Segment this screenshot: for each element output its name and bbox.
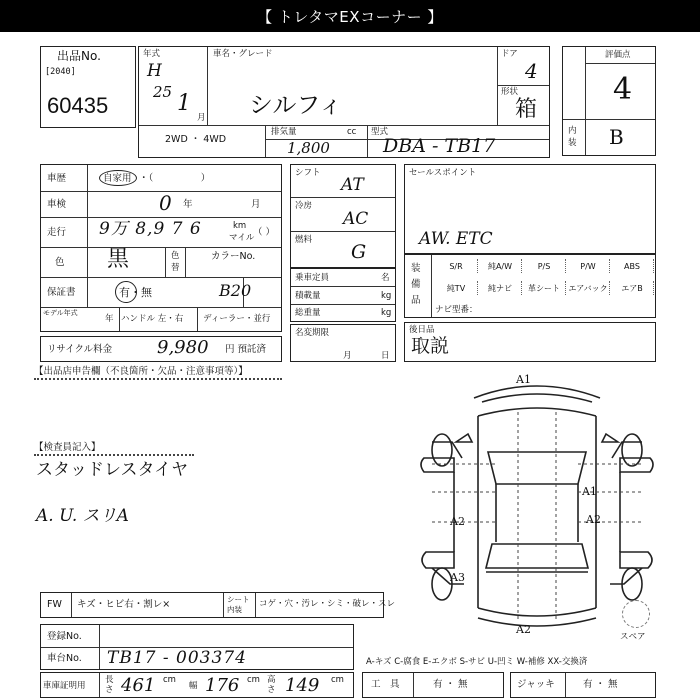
displacement-unit: cc (347, 127, 357, 137)
name-change-day: 日 (381, 351, 390, 361)
history-extra: ・（ ） (139, 173, 211, 184)
color-label: 色 (55, 257, 65, 268)
damage-mark-front: A1 (516, 373, 531, 386)
fw-box (40, 592, 396, 618)
inspector-line2: A. U. スリA (36, 506, 129, 526)
year-era: H (147, 61, 162, 81)
width-label: 幅 (189, 681, 198, 691)
interior-value: B (609, 125, 624, 149)
model-year-label: モデル年式 (43, 309, 78, 317)
year-month: 1 (177, 91, 191, 116)
width-value: 176 (205, 675, 240, 696)
name-change-month: 月 (343, 351, 352, 361)
length-value: 461 (121, 675, 156, 696)
lot-label: 出品No. (57, 49, 101, 63)
fw-items2: コゲ・穴・汚レ・シミ・破レ・スレ (259, 599, 396, 609)
color-no-label: カラーNo. (211, 251, 256, 262)
height-label: 高さ (267, 675, 276, 695)
inspection-year-unit: 年 (183, 199, 193, 210)
mileage-unit-km: km (233, 221, 247, 231)
lot-number: 60435 (47, 93, 109, 118)
displacement-value: 1,800 (287, 139, 330, 157)
equipment-box (404, 254, 656, 318)
fuel-label: 燃料 (295, 235, 313, 245)
equipment-row1-item: S/R (435, 259, 478, 273)
displacement-label: 排気量 (271, 127, 297, 137)
equipment-label: 装備品 (411, 263, 421, 306)
damage-mark-rear-left: A3 (450, 571, 465, 584)
certificate-box (40, 672, 354, 698)
history-label: 車歴 (47, 173, 67, 184)
shift-label: シフト (295, 168, 321, 178)
jack-value: 有 ・ 無 (583, 679, 618, 690)
header-title: 【 トレタマEXコーナー 】 (257, 7, 443, 26)
total-weight-unit: kg (381, 308, 392, 318)
load-unit: kg (381, 291, 392, 301)
equipment-row1-item: P/S (523, 259, 566, 273)
tools-label: 工 具 (371, 679, 400, 690)
later-items-box (404, 322, 656, 362)
score-label: 評価点 (605, 50, 631, 60)
chassis-value: TB17 - 003374 (107, 648, 247, 668)
load-label: 積載量 (295, 291, 321, 301)
car-name-value: シルフィ (249, 91, 343, 119)
damage-legend: A-キズ C-腐食 E-エクボ S-サビ U-凹ミ W-補修 XX-交換済 (366, 657, 588, 667)
warranty-value: 有・無 (119, 286, 152, 299)
equipment-row1-item: P/W (567, 259, 610, 273)
tools-value: 有 ・ 無 (433, 679, 468, 690)
recycle-value: 9,980 (157, 337, 209, 358)
vehicle-info-box (138, 46, 550, 158)
equipment-row2-item: 純TV (435, 281, 478, 295)
damage-mark-right2: A2 (586, 513, 601, 526)
capacity-box (290, 268, 396, 322)
jack-box (510, 672, 656, 698)
fw-seat: シート内装 (227, 595, 250, 614)
inspection-value: 0 (159, 191, 172, 215)
ac-label: 冷房 (295, 201, 313, 211)
dealer-options: ディーラー・並行 (203, 314, 271, 324)
door-value: 4 (525, 59, 538, 83)
color-sub1: 色 (171, 251, 180, 261)
sales-point-label: セールスポイント (409, 168, 477, 178)
inspector-label: 【検査員記入】 (34, 442, 101, 453)
later-value: 取説 (411, 335, 450, 357)
handle-options: ハンドル 左・右 (121, 314, 184, 324)
warranty-code: B20 (219, 281, 252, 300)
vehicle-details-box (40, 164, 282, 332)
equipment-row1-item: ABS (611, 259, 654, 273)
length-label: 長さ (105, 675, 114, 695)
height-unit: cm (331, 675, 344, 685)
equipment-row2-item: エアバック (567, 281, 610, 295)
damage-mark-right1: A1 (582, 485, 597, 498)
warranty-label: 保証書 (47, 287, 76, 298)
year-month-unit: 月 (197, 113, 206, 123)
inspector-line1: スタッドレスタイヤ (36, 460, 189, 480)
sales-point-box (404, 164, 656, 254)
total-weight-label: 総重量 (295, 308, 321, 318)
spare-tire-icon (622, 600, 650, 628)
tools-box (362, 672, 504, 698)
damage-mark-left: A2 (450, 515, 465, 528)
score-box (562, 46, 656, 156)
height-value: 149 (285, 675, 320, 696)
spec-box (290, 164, 396, 268)
ac-value: AC (343, 209, 369, 229)
damage-mark-rear: A2 (516, 623, 531, 636)
registration-label: 登録No. (47, 631, 82, 642)
name-change-label: 名変期限 (295, 328, 330, 338)
jack-label: ジャッキ (517, 679, 555, 690)
recycle-unit: 円 預託済 (225, 344, 267, 355)
equipment-row1-item: 純A/W (479, 259, 522, 273)
door-label: ドア (501, 49, 518, 59)
fw-items: キズ・ヒビ右・割レ× (77, 599, 171, 610)
inspection-label: 車検 (47, 199, 67, 210)
year-value: 25 (153, 83, 173, 101)
length-unit: cm (163, 675, 176, 685)
car-damage-diagram (412, 372, 662, 644)
score-value: 4 (613, 72, 633, 107)
year-label: 年式 (143, 49, 161, 59)
navi-label: ナビ型番： (435, 305, 478, 315)
inspection-month-unit: 月 (251, 199, 261, 210)
capacity-label: 乗車定員 (295, 273, 330, 283)
registration-box (40, 624, 354, 670)
certificate-label: 車庫証明用 (43, 681, 86, 691)
declaration-label: 【出品店申告欄（不良箇所・欠品・注意事項等）】 (34, 366, 248, 377)
interior-label: 内装 (568, 126, 577, 148)
fuel-value: G (351, 241, 367, 263)
color-sub2: 替 (171, 263, 180, 273)
spare-label: スペア (620, 632, 646, 642)
history-value: 自家用 (103, 173, 132, 184)
name-change-box (290, 324, 396, 362)
drive-options: 2WD ・ 4WD (165, 134, 227, 145)
later-label: 後日品 (409, 325, 435, 335)
model-label: 型式 (371, 127, 389, 137)
shape-label: 形状 (501, 87, 519, 97)
capacity-unit: 名 (381, 273, 390, 283)
recycle-label: リサイクル料金 (47, 344, 113, 355)
fw-label: FW (47, 599, 62, 610)
model-year-unit: 年 (105, 314, 114, 324)
mileage-label: 走行 (47, 227, 67, 238)
chassis-label: 車台No. (47, 653, 82, 664)
shape-value: 箱 (515, 97, 538, 122)
mileage-unit-mile: マイル (229, 233, 255, 243)
mileage-value: 9万 8,9 7 6 (99, 219, 202, 239)
sales-point-value: AW. ETC (419, 229, 493, 249)
mileage-paren: （ ） (253, 227, 276, 238)
equipment-row2-item: 革シート (523, 281, 566, 295)
shift-value: AT (341, 175, 364, 195)
equipment-row2-item: エアB (611, 281, 654, 295)
header-banner (0, 0, 700, 32)
lot-sub-number: [2040] (45, 67, 76, 77)
recycle-box (40, 336, 282, 362)
width-unit: cm (247, 675, 260, 685)
lot-number-box (40, 46, 136, 128)
color-value: 黒 (107, 247, 130, 272)
car-name-label: 車名・グレード (213, 49, 273, 59)
model-value: DBA - TB17 (383, 135, 496, 157)
equipment-row2-item: 純ナビ (479, 281, 522, 295)
